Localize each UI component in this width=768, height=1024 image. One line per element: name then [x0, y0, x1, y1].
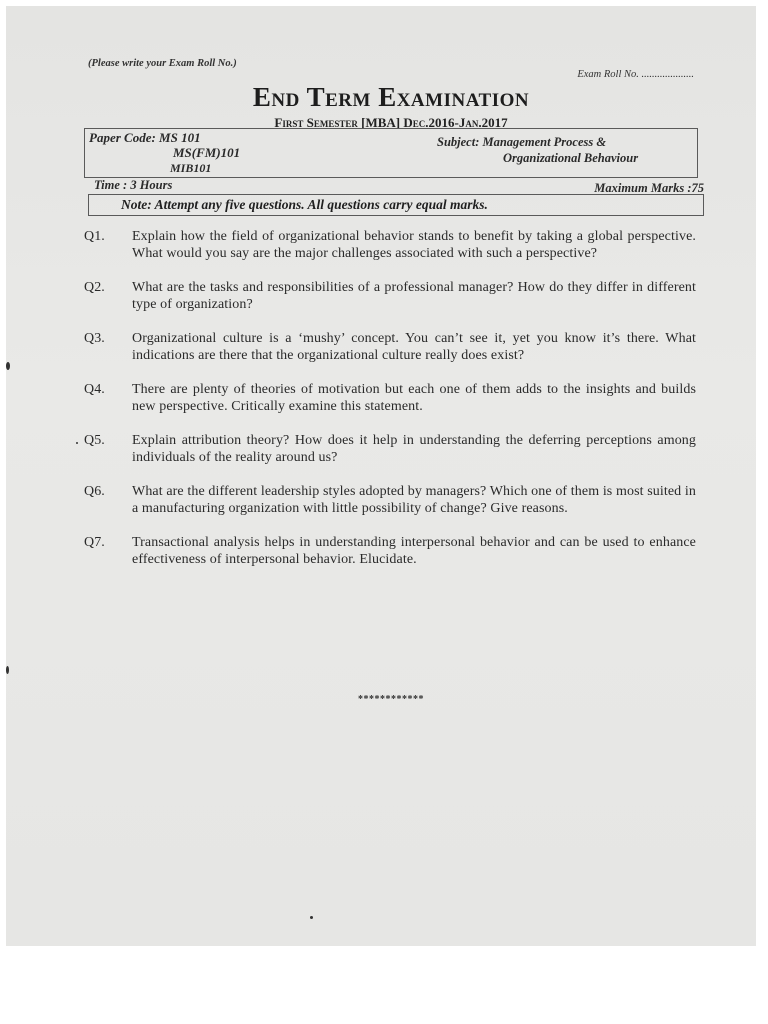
paper-code-alt-1: MS(FM)101	[173, 145, 241, 160]
question-list	[84, 228, 696, 585]
maximum-marks: Maximum Marks :75	[594, 181, 704, 195]
semester-line: First Semester [MBA] Dec.2016-Jan.2017	[274, 115, 508, 130]
question-number: Q7.	[84, 535, 105, 550]
time-marks-row	[84, 178, 704, 194]
paper-speck	[310, 916, 313, 919]
roll-instruction: (Please write your Exam Roll No.)	[88, 58, 237, 69]
question-text: There are plenty of theories of motivation but each one of them adds to the insights and builds new perspective. Critically examine this statement.	[132, 382, 696, 414]
paper-info-box	[84, 128, 698, 178]
instructions-note: Note: Attempt any five questions. All questions carry equal marks.	[121, 197, 488, 212]
paper-code: Paper Code: MS 101	[89, 130, 201, 145]
instructions-box	[88, 194, 704, 216]
question-item	[84, 483, 696, 517]
question-number: Q3.	[84, 331, 105, 346]
question-item	[84, 228, 696, 262]
end-of-paper-marker: ************	[358, 694, 424, 705]
roll-number-field: Exam Roll No. ....................	[577, 69, 694, 80]
question-number: Q6.	[84, 484, 105, 499]
question-item	[84, 330, 696, 364]
exam-paper	[6, 6, 756, 946]
subject-line-2: Organizational Behaviour	[503, 151, 639, 165]
question-item	[84, 534, 696, 568]
question-text: What are the different leadership styles adopted by managers? Which one of them is most suited in a manufacturing organization with little possibility of change? Give reasons.	[132, 484, 696, 516]
exam-title: End Term Examination	[252, 82, 530, 112]
question-text: What are the tasks and responsibilities of a professional manager? How do they differ in different type of organization?	[132, 280, 696, 312]
paper-speck	[76, 442, 78, 444]
question-number: Q2.	[84, 280, 105, 295]
paper-code-alt-2: MIB101	[170, 161, 212, 175]
question-text: Explain how the field of organizational behavior stands to benefit by taking a global perspective. What would you say are the major challenges associated with such a perspective?	[132, 229, 696, 261]
exam-duration: Time : 3 Hours	[94, 178, 173, 192]
question-number: Q4.	[84, 382, 105, 397]
question-text: Explain attribution theory? How does it help in understanding the deferring perceptions among individuals of the reality around us?	[132, 433, 696, 465]
question-text: Organizational culture is a ‘mushy’ concept. You can’t see it, yet you know it’s there. What indications are there that the organizational culture really does exist?	[132, 331, 696, 363]
question-text: Transactional analysis helps in understanding interpersonal behavior and can be used to enhance effectiveness of interpersonal behavior. Elucidate.	[132, 535, 696, 567]
paper-speck	[6, 666, 9, 674]
subject-line-1: Subject: Management Process &	[437, 135, 607, 149]
question-item	[84, 381, 696, 415]
question-item	[84, 432, 696, 466]
question-number: Q5.	[84, 433, 105, 448]
question-number: Q1.	[84, 229, 105, 244]
paper-speck	[6, 362, 10, 370]
question-item	[84, 279, 696, 313]
